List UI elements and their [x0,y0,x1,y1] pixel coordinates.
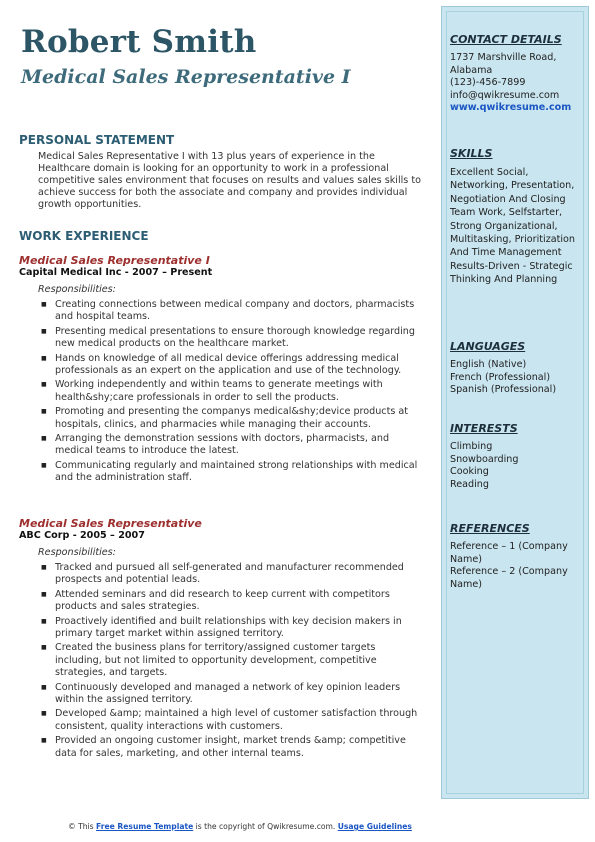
references-heading: REFERENCES [450,522,530,535]
website-link[interactable]: www.qwikresume.com [450,102,572,114]
responsibilities-label: Responsibilities: [38,547,116,558]
usage-guidelines-link[interactable]: Usage Guidelines [337,822,412,831]
responsibility-item: ■ Attended seminars and did research to keep current with competitors products and sales strategies. [40,589,424,614]
reference-item: Reference – 2 (Company Name) [450,566,568,590]
responsibility-item: ■ Developed &amp; maintained a high level of customer satisfaction through consistent, quality interactions with customers. [40,708,424,733]
language-item: French (Professional) [450,371,551,383]
responsibility-item: ■ Arranging the demonstration sessions with doctors, pharmacists, and medical teams to introduce the latest. [40,433,424,458]
job-entry [19,517,424,762]
responsibility-item: ■ Continuously developed and managed a network of key opinion leaders within the assigned territory. [40,682,424,707]
interest-item: Reading [450,478,489,490]
responsibility-item: ■ Tracked and pursued all self-generated and manufacturer recommended prospects and potential leads. [40,562,424,587]
job-title: Medical Sales Representative [19,517,202,530]
personal-statement-text: Medical Sales Representative I with 13 plus years of experience in the Healthcare domain is looking for an opportunity to work in a professional competitive sales environment that focuses on results and values sales skills to achieve success for both the associate and company and provides individual growth opportunities. [38,151,421,210]
responsibility-item: ■ Communicating regularly and maintained strong relationships with medical and the administration staff. [40,460,424,485]
references-section [450,522,582,591]
responsibility-list [40,562,424,760]
languages-heading: LANGUAGES [450,340,526,353]
free-resume-template-link[interactable]: Free Resume Template [96,822,194,831]
responsibility-item: ■ Promoting and presenting the companys medical&shy;device products at hospitals, clinics, and pharmacies while managing their accounts. [40,406,424,431]
languages-section [450,340,582,397]
responsibilities-label: Responsibilities: [38,284,116,295]
interests-section [450,422,582,491]
job-title: Medical Sales Representative I [19,254,210,267]
skills-section [450,147,582,287]
candidate-name: Robert Smith [21,24,257,60]
work-experience-heading: WORK EXPERIENCE [19,229,149,243]
interest-item: Snowboarding [450,453,519,465]
responsibility-item: ■ Hands on knowledge of all medical device offerings addressing medical professionals as an expert on the application and use of the technology. [40,353,424,378]
personal-statement-heading: PERSONAL STATEMENT [19,133,175,147]
candidate-title: Medical Sales Representative I [21,66,351,88]
address-line: 1737 Marshville Road, [450,52,557,63]
job-company: ABC Corp - 2005 – 2007 [19,530,145,541]
responsibility-item: ■ Creating connections between medical company and doctors, pharmacists and hospital teams. [40,299,424,324]
address-line: Alabama [450,64,493,76]
reference-item: Reference – 1 (Company Name) [450,541,568,565]
responsibility-list [40,299,424,485]
responsibility-item: ■ Provided an ongoing customer insight, market trends &amp; competitive data for sales, marketing, and other internal teams. [40,735,424,760]
email-address: info@qwikresume.com [450,89,560,101]
job-company: Capital Medical Inc - 2007 – Present [19,267,213,278]
sidebar-inner-border [446,11,584,794]
interest-item: Climbing [450,441,493,452]
skills-heading: SKILLS [450,147,493,160]
responsibility-item: ■ Created the business plans for territory/assigned customer targets including, but not limited to opportunity development, competitive strategies, and targets. [40,642,424,679]
interest-item: Cooking [450,466,489,478]
interests-heading: INTERESTS [450,422,518,435]
language-item: Spanish (Professional) [450,384,557,396]
skills-text: Excellent Social, Networking, Presentation, Negotiation And Closing Team Work, Selfstarter, Strong Organizational, Multitasking, Prioritization And Time Management Results-Driven - Strategic Thinking And Planning [450,167,576,286]
language-item: English (Native) [450,359,527,370]
contact-section [450,33,582,114]
job-entry [19,254,424,487]
contact-heading: CONTACT DETAILS [450,33,562,46]
responsibility-item: ■ Presenting medical presentations to ensure thorough knowledge regarding new medical products on the healthcare market. [40,326,424,351]
sidebar [441,6,589,799]
responsibility-item: ■ Proactively identified and built relationships with key decision makers in primary target market within assigned territory. [40,616,424,641]
phone-number: (123)-456-7899 [450,77,526,89]
responsibility-item: ■ Working independently and within teams to generate meetings with health&shy;care professionals in order to sell the products. [40,379,424,404]
footer-prefix: © This [68,822,97,831]
footer [0,822,480,831]
footer-middle: is the copyright of Qwikresume.com. [193,822,338,831]
